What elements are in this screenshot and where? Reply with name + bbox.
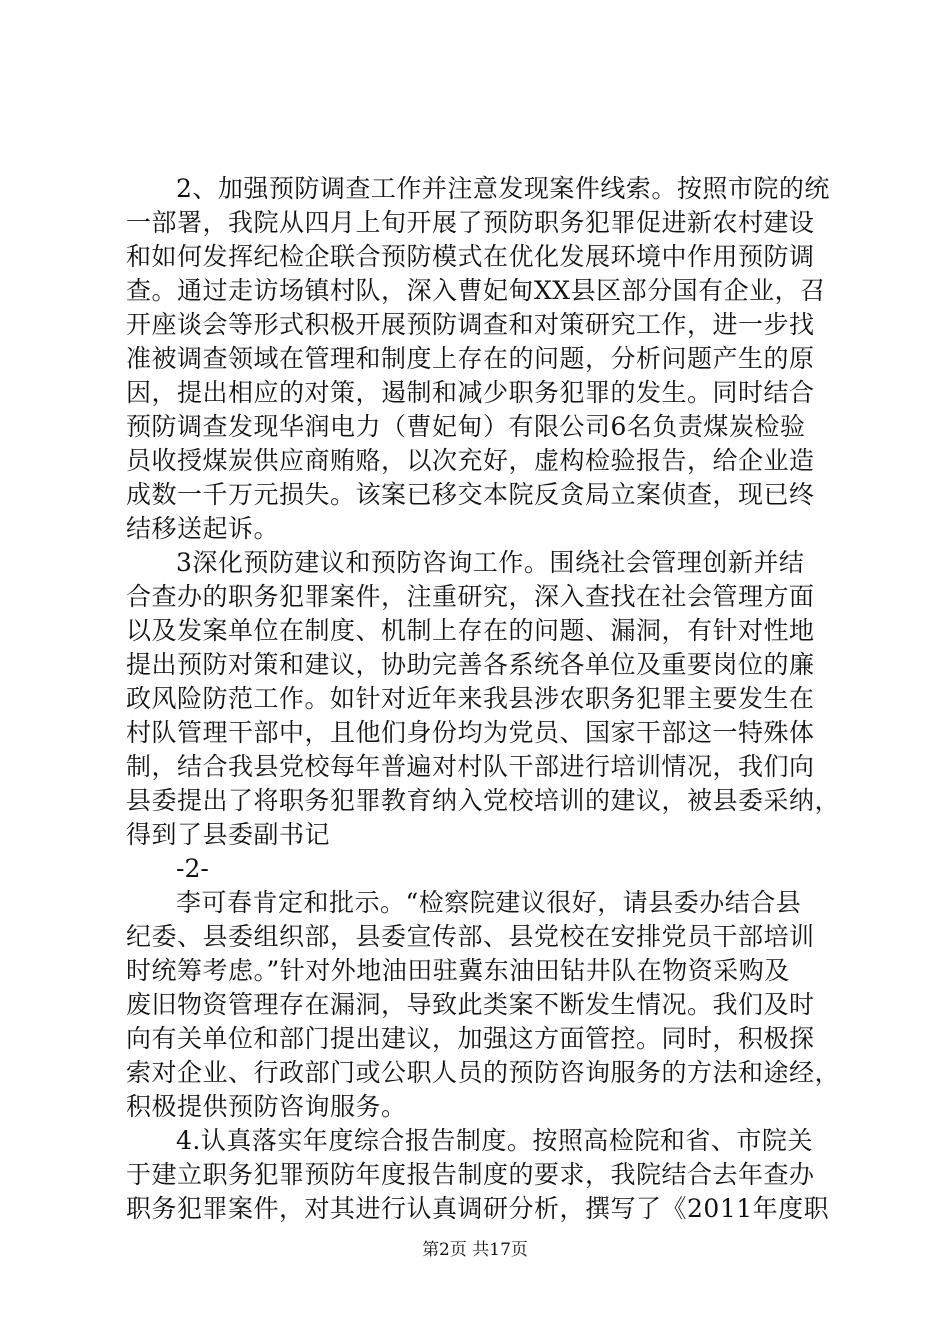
paragraph-line: 3深化预防建议和预防咨询工作。围绕社会管理创新并结 (176, 548, 805, 577)
inline-page-number: -2- (176, 854, 209, 883)
paragraph-line: 开座谈会等形式积极开展预防调查和对策研究工作，进一步找 (126, 310, 815, 339)
paragraph-line: 李可春肯定和批示。“检察院建议很好，请县委办结合县 (176, 888, 802, 917)
paragraph-line: 成数一千万元损失。该案已移交本院反贪局立案侦查，现已终 (126, 480, 815, 509)
paragraph-line: 一部署，我院从四月上旬开展了预防职务犯罪促进新农村建设 (126, 208, 815, 237)
paragraph-line: 积极提供预防咨询服务。 (126, 1092, 407, 1121)
paragraph-line: 职务犯罪案件，对其进行认真调研分析，撰写了《2011年度职 (126, 1194, 830, 1223)
paragraph-line: 2、加强预防调查工作并注意发现案件线索。按照市院的统 (176, 174, 830, 203)
paragraph-line: 合查办的职务犯罪案件，注重研究，深入查找在社会管理方面 (126, 582, 815, 611)
paragraph-line: 索对企业、行政部门或公职人员的预防咨询服务的方法和途经， (126, 1058, 841, 1087)
paragraph-line: 准被调查领域在管理和制度上存在的问题，分析问题产生的原 (126, 344, 815, 373)
paragraph-line: 时统筹考虑。”针对外地油田驻冀东油田钻井队在物资采购及 (126, 956, 790, 985)
paragraph-line: 预防调查发现华润电力（曹妃甸）有限公司6名负责煤炭检验 (126, 412, 806, 441)
paragraph-line: 以及发案单位在制度、机制上存在的问题、漏洞，有针对性地 (126, 616, 815, 645)
paragraph-line: 因，提出相应的对策，遏制和减少职务犯罪的发生。同时结合 (126, 378, 815, 407)
paragraph-line: 于建立职务犯罪预防年度报告制度的要求，我院结合去年查办 (126, 1160, 815, 1189)
paragraph-line: 村队管理干部中，且他们身份均为党员、国家干部这一特殊体 (126, 718, 815, 747)
paragraph-line: 和如何发挥纪检企联合预防模式在优化发展环境中作用预防调 (126, 242, 815, 271)
paragraph-line: 查。通过走访场镇村队，深入曹妃甸XX县区部分国有企业，召 (126, 276, 826, 305)
paragraph-line: 向有关单位和部门提出建议，加强这方面管控。同时，积极探 (126, 1024, 815, 1053)
paragraph-line: 得到了县委副书记 (126, 820, 331, 849)
paragraph-line: 员收授煤炭供应商贿赂，以次充好，虚构检验报告，给企业造 (126, 446, 815, 475)
paragraph-line: 纪委、县委组织部，县委宣传部、县党校在安排党员干部培训 (126, 922, 815, 951)
paragraph-line: 废旧物资管理存在漏洞，导致此类案不断发生情况。我们及时 (126, 990, 815, 1019)
page-footer: 第2页 共17页 (422, 1240, 528, 1260)
paragraph-line: 县委提出了将职务犯罪教育纳入党校培训的建议，被县委采纳， (126, 786, 841, 815)
paragraph-line: 结移送起诉。 (126, 514, 280, 543)
paragraph-line: 4.认真落实年度综合报告制度。按照高检院和省、市院关 (176, 1126, 813, 1155)
paragraph-line: 制，结合我县党校每年普遍对村队干部进行培训情况，我们向 (126, 752, 815, 781)
paragraph-line: 政风险防范工作。如针对近年来我县涉农职务犯罪主要发生在 (126, 684, 815, 713)
paragraph-line: 提出预防对策和建议，协助完善各系统各单位及重要岗位的廉 (126, 650, 815, 679)
